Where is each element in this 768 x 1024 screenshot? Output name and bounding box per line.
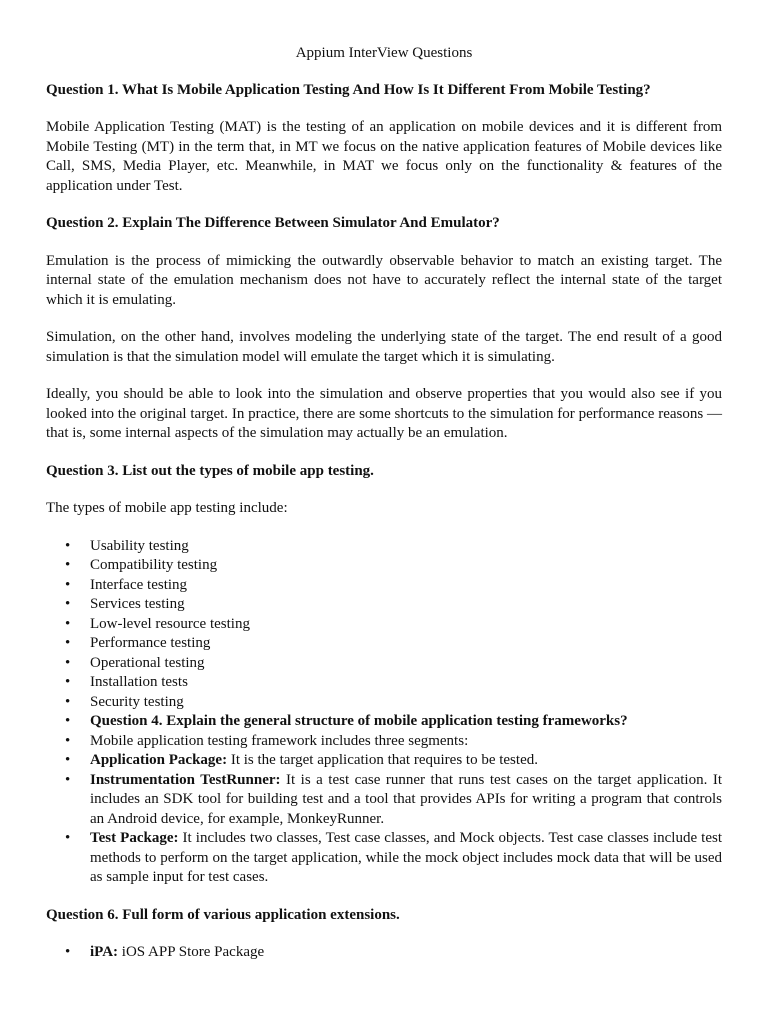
- segment-term: Test Package:: [90, 830, 179, 846]
- question-1-answer: Mobile Application Testing (MAT) is the testing of an application on mobile devices and it is different from Mobile Testing (MT) in the term that, in MT we focus on the native application features of Mobile devices like Call, SMS, Media Player, etc. Meanwhile, in MAT we focus only on the functionality & features of the application under Test.: [46, 119, 722, 194]
- question-3-heading: Question 3. List out the types of mobile app testing.: [46, 462, 374, 479]
- document-title: Appium InterView Questions: [295, 45, 473, 61]
- question-2-heading: Question 2. Explain The Difference Between Simulator And Emulator?: [46, 215, 500, 231]
- question-2-paragraph-3: Ideally, you should be able to look into the simulation and observe properties that you would also see if you looked into the original target. In practice, there are some shortcuts to the simulation for performance reasons — that is, some internal aspects of the simulation may actually be an emulation.: [46, 386, 722, 441]
- question-2-paragraph-1: Emulation is the process of mimicking the outwardly observable behavior to match an existing target. The internal state of the emulation mechanism does not have to accurately reflect the internal state of the target which it is emulating.: [46, 252, 722, 308]
- extension-term: iPA:: [90, 944, 119, 960]
- list-item: [90, 771, 722, 830]
- segment-description: It is the target application that requires to be tested.: [227, 752, 538, 768]
- list-item: [90, 712, 722, 732]
- question-6-heading: Question 6. Full form of various application extensions.: [46, 906, 400, 923]
- list-item: • Services testing: [90, 595, 722, 615]
- list-item: • Usability testing: [90, 537, 722, 557]
- question-4-heading: Question 4. Explain the general structure of mobile application testing frameworks?: [90, 713, 628, 729]
- list-item: • Security testing: [90, 693, 722, 713]
- question-1-heading: Question 1. What Is Mobile Application Testing And How Is It Different From Mobile Testing?: [46, 81, 651, 98]
- segment-term: Application Package:: [90, 752, 228, 768]
- list-item: • Compatibility testing: [90, 556, 722, 576]
- list-item: [90, 829, 722, 888]
- extension-description: iOS APP Store Package: [118, 944, 265, 960]
- segment-term: Instrumentation TestRunner:: [90, 771, 281, 788]
- question-3-intro: The types of mobile app testing include:: [46, 500, 288, 516]
- extensions-list: [46, 943, 722, 963]
- list-item: • Mobile application testing framework includes three segments:: [90, 732, 722, 752]
- list-item: [90, 943, 722, 963]
- segment-description: It is a test case runner that runs test cases on the target application. It includes an SDK tool for building test and a tool that provides APIs for writing a program that controls an Android device, for example, MonkeyRunner.: [90, 771, 722, 827]
- list-item: • Installation tests: [90, 673, 722, 693]
- list-item: • Low-level resource testing: [90, 615, 722, 635]
- list-item: • Operational testing: [90, 654, 722, 674]
- list-item: [90, 751, 722, 771]
- question-2-paragraph-2: Simulation, on the other hand, involves modeling the underlying state of the target. The end result of a good simulation is that the simulation model will emulate the target which it is simulating.: [46, 329, 722, 365]
- testing-types-list: [46, 537, 722, 888]
- segment-description: It includes two classes, Test case classes, and Mock objects. Test case classes include test methods to perform on the target application, while the mock object includes mock data that will be used as sample input for test cases.: [90, 830, 722, 885]
- list-item: • Performance testing: [90, 634, 722, 654]
- list-item: • Interface testing: [90, 576, 722, 596]
